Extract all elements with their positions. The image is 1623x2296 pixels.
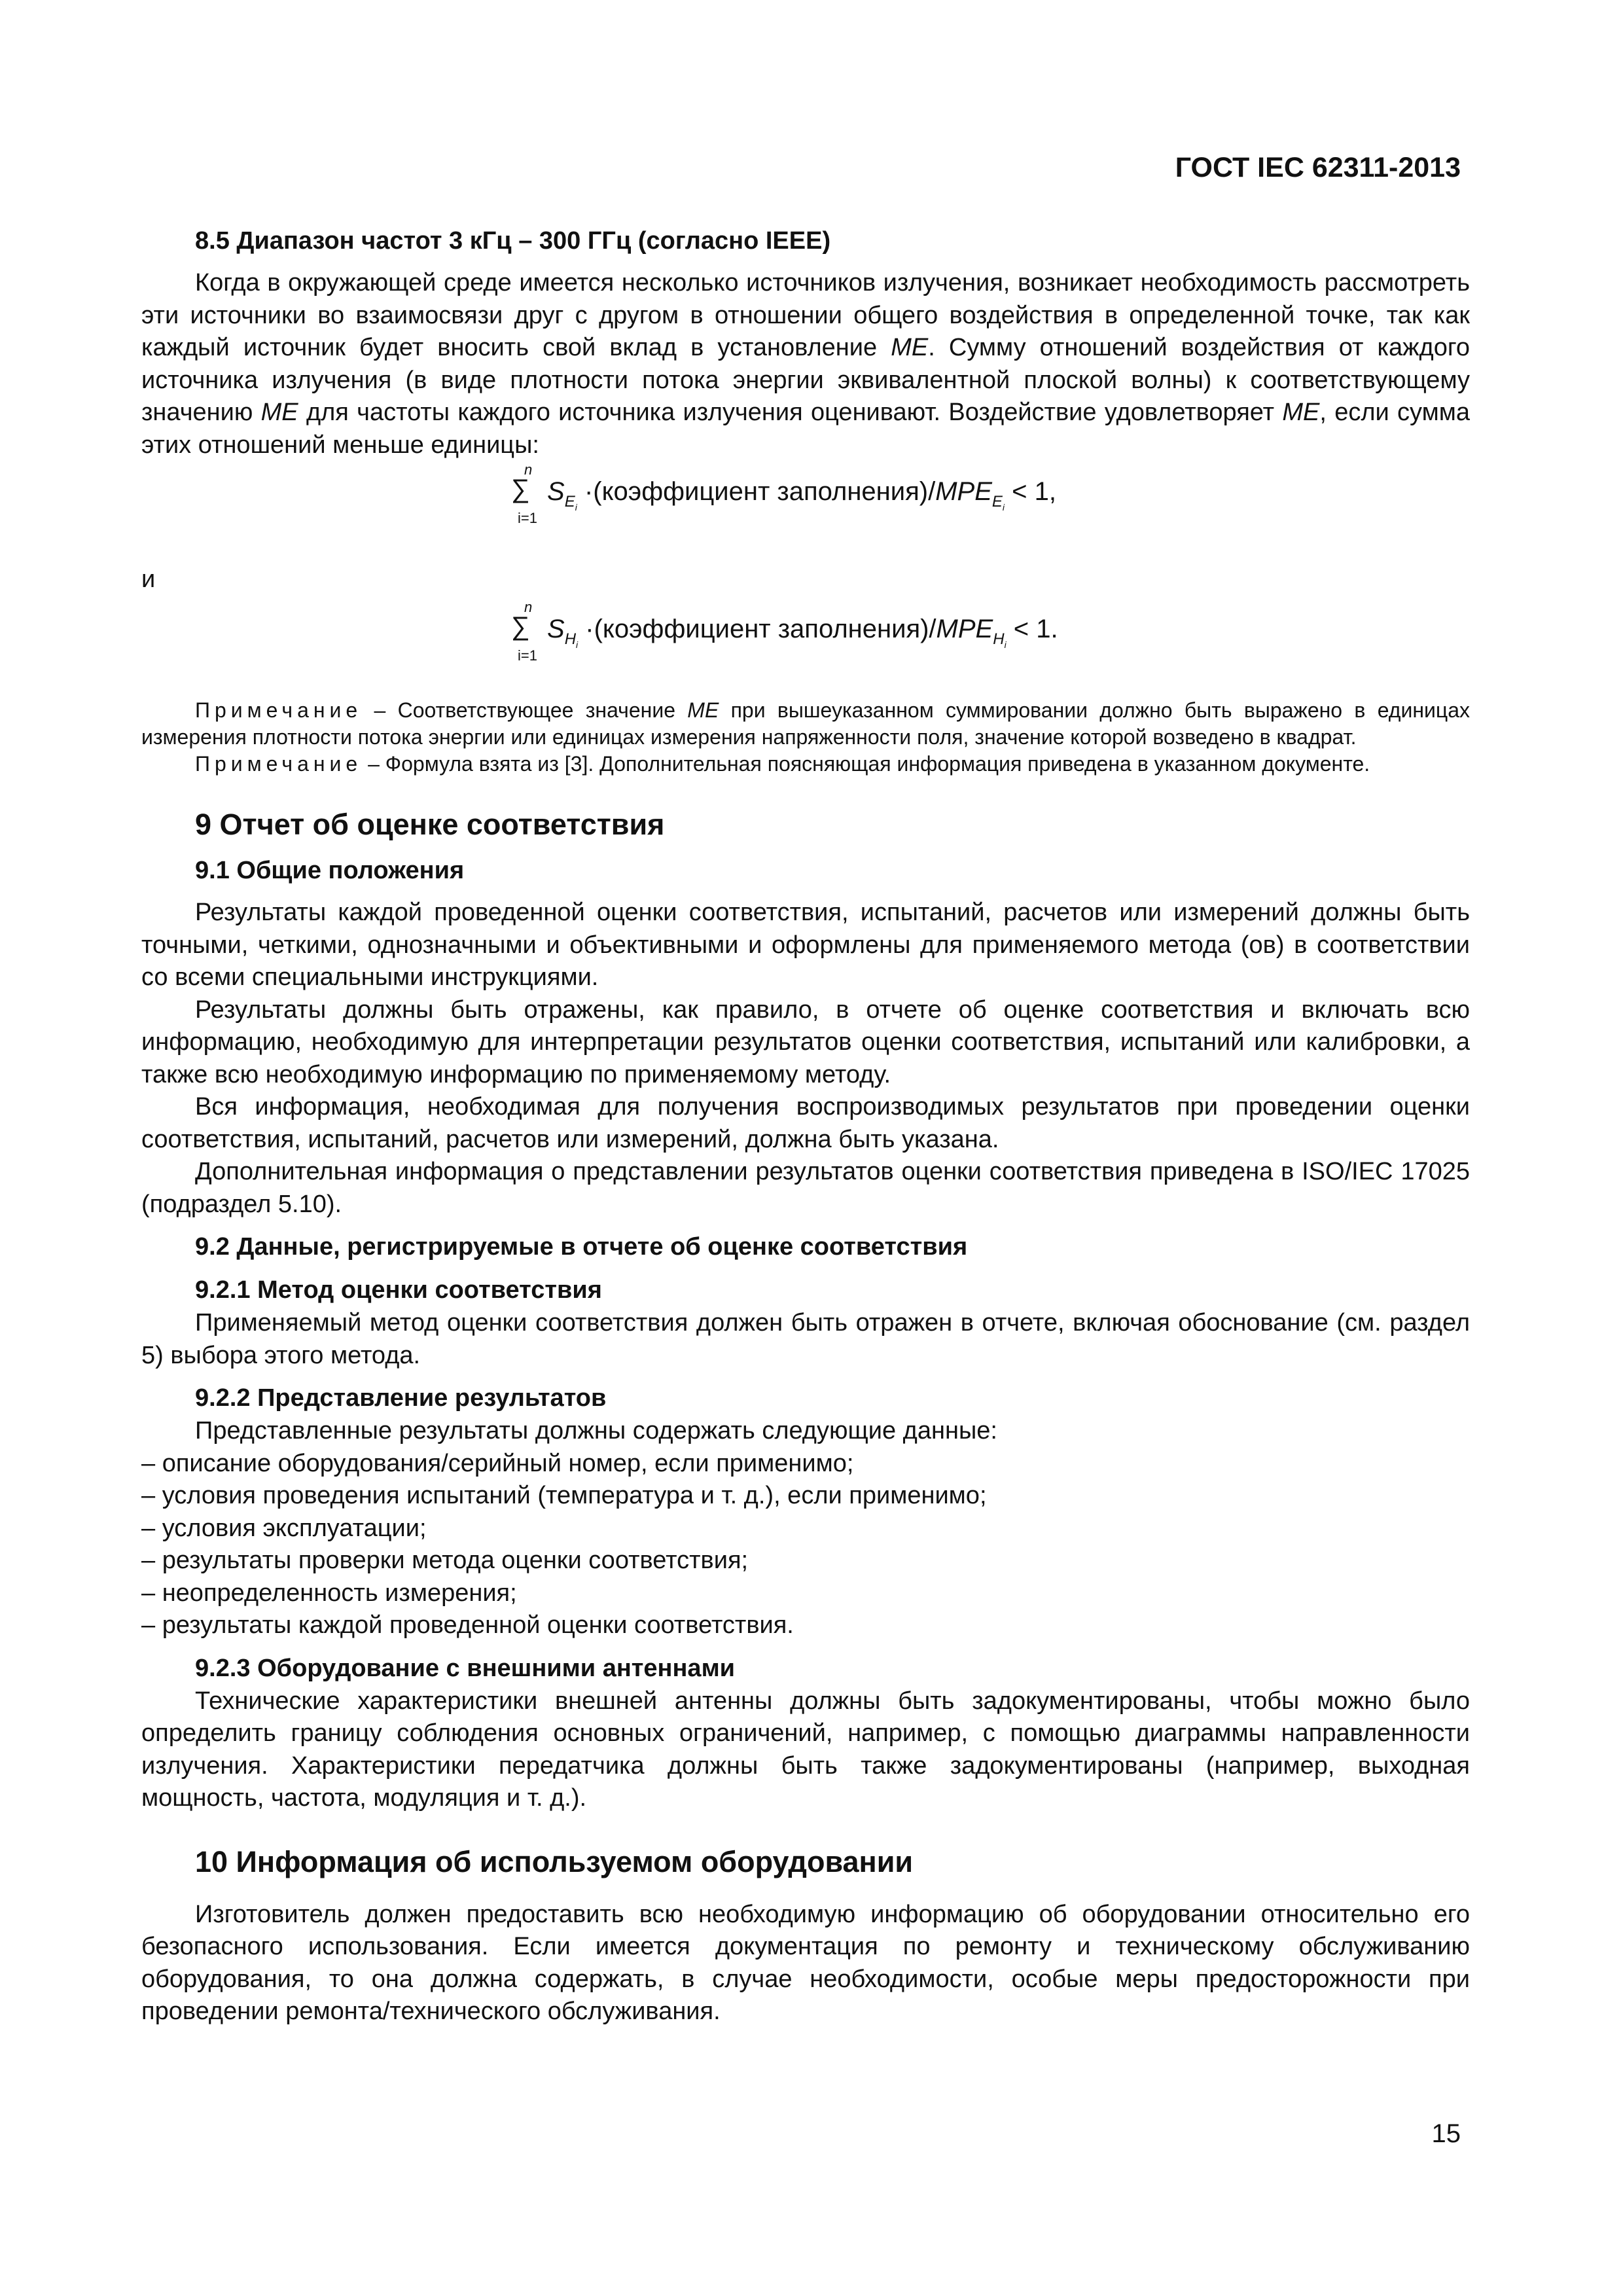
section-10-paragraph: Изготовитель должен предоставить всю необходимую информацию об оборудовании относительно его безопасного использования. Если имеется документация по ремонту и техническому обслуживанию оборудования, то она должна содержать, в случае необходимости, особые меры предосторожности при проведении ремонта/технического обслуживания.	[141, 1900, 1470, 2025]
sum-lower-limit: i=1	[518, 647, 537, 664]
section-9-1-title: 9.1 Общие положения	[195, 857, 465, 884]
text-run: . Сумму отношений воздействия от каждого источника излучения (в виде плотности потока энергии эквивалентной плоской волны) к соответствующему значению	[141, 334, 1470, 426]
subscript: H	[993, 630, 1005, 648]
text-run: при вышеуказанном суммировании должно быть выражено в единицах измерения плотности потока энергии или единицах измерения напряженности поля, значение которой возведено в квадрат.	[141, 698, 1470, 749]
formula-electric	[141, 461, 1470, 560]
formula-tail: < 1.	[1006, 615, 1058, 643]
page-content	[141, 224, 1470, 2028]
sum-lower-limit: i=1	[518, 510, 537, 526]
text-run: – Формула взята из [3]. Дополнительная поясняющая информация приведена в указанном документе.	[362, 752, 1370, 776]
list-item: – неопределенность измерения;	[141, 1579, 517, 1607]
symbol-s: S	[547, 477, 565, 506]
sub-subscript: i	[1002, 502, 1005, 512]
sub-subscript: i	[576, 639, 579, 650]
text-run: – Соответствующее значение	[362, 698, 688, 722]
formula-expression	[547, 615, 1058, 650]
list-item: – условия эксплуатации;	[141, 1514, 427, 1542]
subscript: E	[564, 493, 575, 511]
section-9-2-1-title: 9.2.1 Метод оценки соответствия	[195, 1276, 602, 1304]
list-item: – результаты каждой проведенной оценки соответствия.	[141, 1611, 794, 1639]
note-2	[141, 751, 1470, 778]
section-9-2-title: 9.2 Данные, регистрируемые в отчете об оценке соответствия	[195, 1233, 968, 1261]
conjunction-and: и	[141, 565, 156, 593]
section-9-2-2-intro: Представленные результаты должны содержать следующие данные:	[195, 1417, 997, 1444]
text-run: Когда в окружающей среде имеется несколько источников излучения, возникает необходимость рассмотреть эти источники во взаимосвязи друг с другом в отношении общего воздействия в определенной точке, так как каждый источник будет вносить свой вклад в установление	[141, 269, 1470, 361]
list-item: – результаты проверки метода оценки соответствия;	[141, 1547, 749, 1574]
mpe-term: MPE	[935, 477, 992, 506]
section-10-title: 10 Информация об используемом оборудовании	[195, 1844, 914, 1878]
list-item: – условия проведения испытаний (температура и т. д.), если применимо;	[141, 1482, 987, 1509]
section-9-2-3-title: 9.2.3 Оборудование с внешними антеннами	[195, 1654, 736, 1682]
note-label: Примечание	[195, 698, 363, 722]
page-number: 15	[1431, 2119, 1461, 2148]
section-9-title: 9 Отчет об оценке соответствия	[195, 808, 665, 841]
section-9-1-paragraph-4: Дополнительная информация о представлении результатов оценки соответствия приведена в ISO/IEC 17025 (подраздел 5.10).	[141, 1158, 1470, 1218]
sub-subscript: i	[575, 502, 577, 512]
sigma-icon: ∑	[511, 475, 530, 503]
mpe-term: MPE	[936, 615, 993, 643]
text-run: , если сумма этих отношений меньше единицы:	[141, 399, 1470, 459]
section-8-5-paragraph	[141, 267, 1470, 461]
formula-expression	[547, 477, 1056, 512]
section-8-5-title: 8.5 Диапазон частот 3 кГц – 300 ГГц (согласно IEEE)	[195, 227, 831, 255]
text-run: для частоты каждого источника излучения оценивают. Воздействие удовлетворяет	[298, 399, 1283, 426]
sigma-icon: ∑	[511, 612, 530, 641]
section-9-1-paragraph-2: Результаты должны быть отражены, как правило, в отчете об оценке соответствия и включать всю информацию, необходимую для интерпретации результатов оценки соответствия, испытаний или калибровки, а также всю необходимую информацию по применяемому методу.	[141, 996, 1470, 1088]
symbol-s: S	[547, 615, 565, 643]
section-9-2-1-paragraph: Применяемый метод оценки соответствия должен быть отражен в отчете, включая обоснование (см. раздел 5) выбора этого метода.	[141, 1309, 1470, 1369]
subscript: E	[991, 493, 1003, 511]
list-item: – описание оборудования/серийный номер, если применимо;	[141, 1449, 854, 1477]
sum-upper-limit: n	[524, 461, 533, 478]
sub-subscript: i	[1004, 639, 1007, 650]
sum-upper-limit: n	[524, 599, 533, 615]
formula-magnetic	[141, 599, 1470, 697]
subscript: H	[564, 630, 577, 648]
section-9-2-3-paragraph: Технические характеристики внешней антенны должны быть задокументированы, чтобы можно было определить границу соблюдения основных ограничений, например, с помощью диаграммы направленности излучения. Характеристики передатчика должны быть также задокументированы (например, выходная мощность, частота, модуляция и т. д.).	[141, 1687, 1470, 1812]
note-1	[141, 697, 1470, 751]
me-term: МЕ	[260, 399, 298, 426]
me-term: МЕ	[687, 698, 719, 722]
formula-text: ·(коэффициент заполнения)/	[585, 615, 936, 643]
document-code-header: ГОСТ IEC 62311-2013	[1175, 152, 1461, 183]
section-9-1-paragraph-3: Вся информация, необходимая для получения воспроизводимых результатов при проведении оценки соответствия, испытаний, расчетов или измерений, должна быть указана.	[141, 1093, 1470, 1153]
section-9-1-paragraph-1: Результаты каждой проведенной оценки соответствия, испытаний, расчетов или измерений должны быть точными, четкими, однозначными и объективными и оформлены для применяемого метода (ов) в соответствии со всеми специальными инструкциями.	[141, 899, 1470, 991]
me-term: МЕ	[1282, 399, 1320, 426]
formula-text: ·(коэффициент заполнения)/	[584, 477, 936, 506]
formula-tail: < 1,	[1005, 477, 1056, 506]
me-term: МЕ	[891, 334, 929, 361]
section-9-2-2-title: 9.2.2 Представление результатов	[195, 1384, 607, 1412]
note-label: Примечание	[195, 752, 363, 776]
